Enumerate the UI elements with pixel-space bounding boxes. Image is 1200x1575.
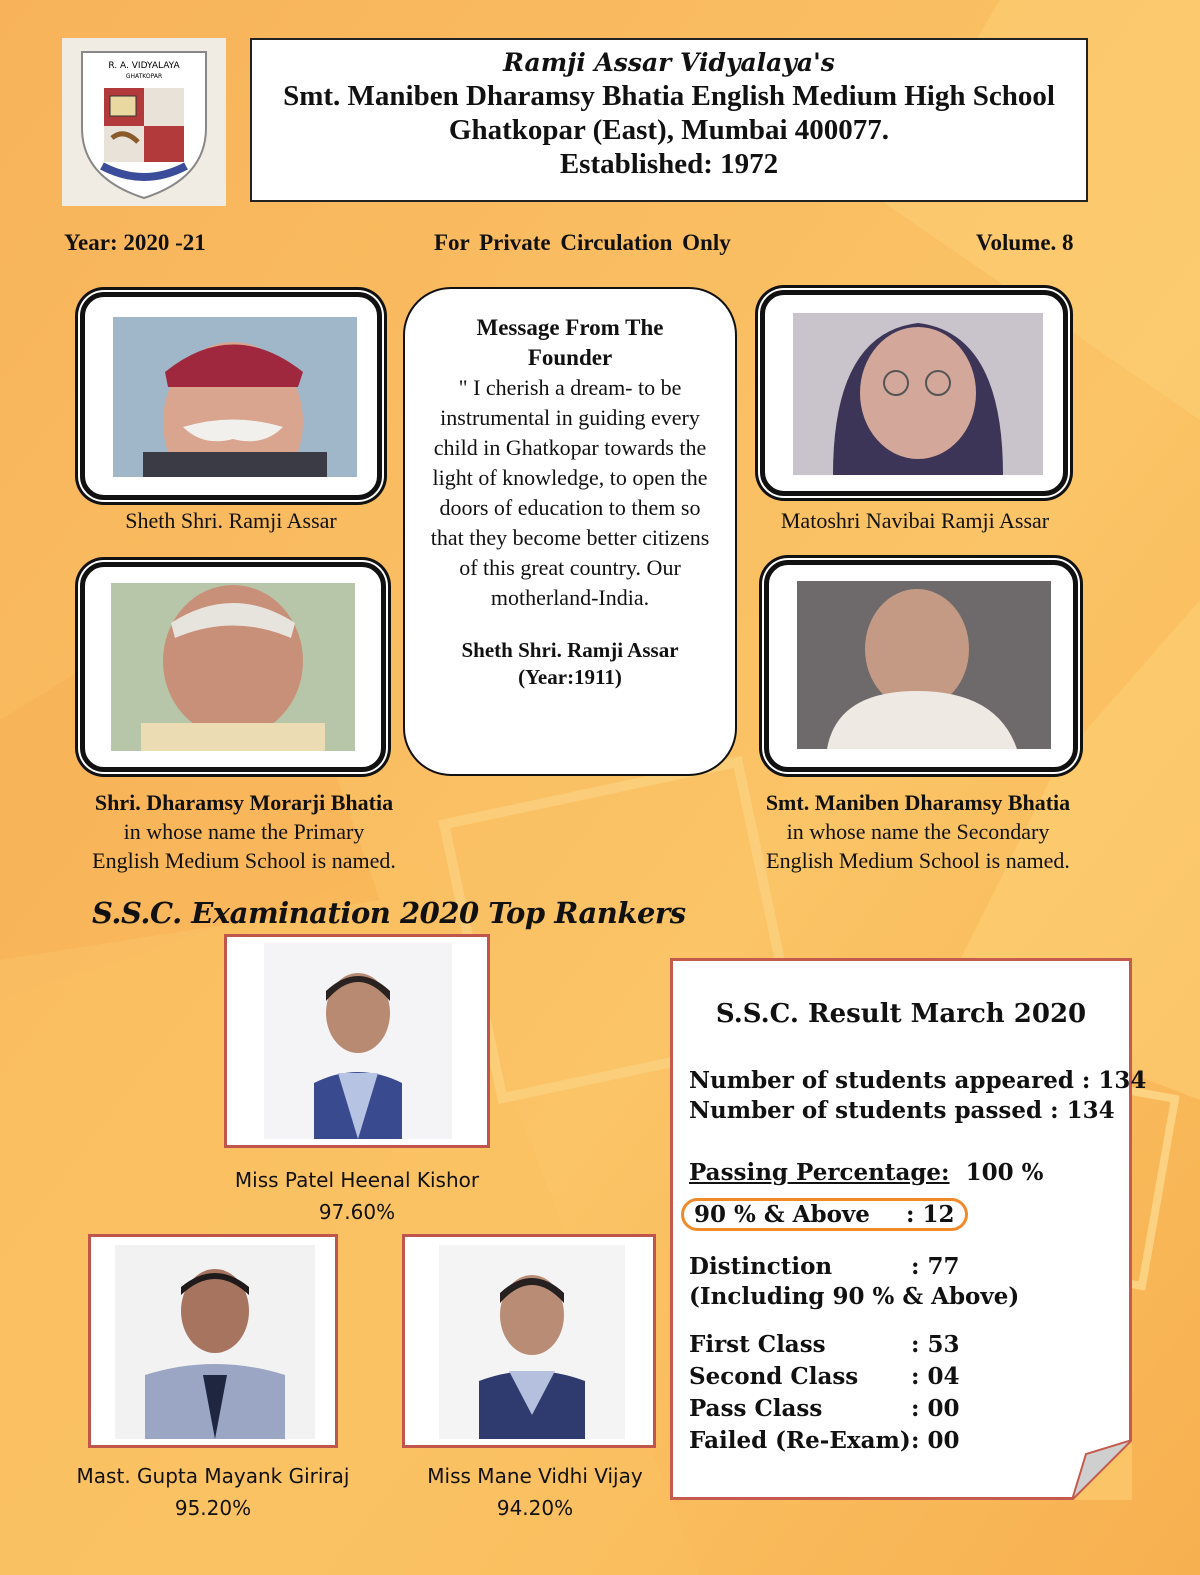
- page-curl-corner: [1072, 1440, 1132, 1500]
- portrait-navibai: [793, 313, 1043, 475]
- established-year: Established: 1972: [559, 148, 779, 180]
- ranker-1-caption: [200, 1164, 514, 1228]
- first-class-row: [689, 1331, 960, 1358]
- pass-class-label: Pass Class: [689, 1395, 823, 1422]
- failed-label: Failed (Re-Exam): [689, 1427, 911, 1454]
- students-appeared: Number of students appeared : 134: [689, 1067, 1147, 1094]
- logo-text-1: R. A. VIDYALAYA: [108, 61, 180, 71]
- ranker-photo-frame-3: [402, 1234, 656, 1448]
- distinction-value: : 77: [911, 1253, 960, 1280]
- school-title-box: [250, 38, 1088, 202]
- failed-row: [689, 1427, 960, 1454]
- ranker-1-score: 97.60%: [318, 1200, 396, 1224]
- ranker-photo-heenal: [264, 943, 452, 1139]
- distinction-note: (Including 90 % & Above): [689, 1283, 1020, 1310]
- rankers-title: S.S.C. Examination 2020 Top Rankers: [92, 896, 686, 930]
- ranker-3-caption: [380, 1460, 690, 1524]
- caption-maniben-bhatia: [730, 788, 1106, 875]
- passing-percentage-value: 100 %: [965, 1159, 1044, 1186]
- students-passed: Number of students passed : 134: [689, 1097, 1115, 1124]
- message-signature: [423, 637, 717, 691]
- above-90-label: 90 % & Above: [694, 1201, 870, 1228]
- caption-dharamsy-bhatia: [62, 788, 426, 875]
- ranker-2-score: 95.20%: [174, 1496, 252, 1520]
- distinction-label: Distinction: [689, 1253, 833, 1280]
- message-signature-name: Sheth Shri. Ramji Assar: [461, 638, 679, 662]
- failed-value: : 00: [911, 1427, 960, 1454]
- caption-maniben-line2: English Medium School is named.: [766, 848, 1070, 873]
- caption-dharamsy-line2: English Medium School is named.: [92, 848, 396, 873]
- ranker-2-name: Mast. Gupta Mayank Giriraj: [76, 1464, 350, 1488]
- circulation-label: For Private Circulation Only: [434, 230, 731, 255]
- caption-ramji-assar: Sheth Shri. Ramji Assar: [125, 508, 337, 533]
- message-heading-2: Founder: [527, 345, 613, 370]
- school-logo: [62, 38, 226, 206]
- portrait-ramji-assar: [113, 317, 357, 477]
- ranker-2-caption: [56, 1460, 370, 1524]
- ranker-photo-mayank: [115, 1245, 315, 1439]
- portrait-frame-maniben: [764, 560, 1078, 772]
- above-90-highlight: [681, 1198, 968, 1231]
- portrait-dharamsy-bhatia: [111, 583, 355, 751]
- result-title: S.S.C. Result March 2020: [715, 999, 1087, 1029]
- logo-text-2: GHATKOPAR: [125, 73, 163, 80]
- above-90-value: : 12: [906, 1201, 955, 1228]
- second-class-row: [689, 1363, 960, 1390]
- message-heading-1: Message From The: [476, 315, 664, 340]
- passing-percentage-row: [689, 1159, 1043, 1186]
- passing-percentage-label: Passing Percentage:: [689, 1159, 950, 1186]
- pass-class-value: : 00: [911, 1395, 960, 1422]
- ranker-photo-vidhi: [439, 1245, 625, 1439]
- message-body: " I cherish a dream- to be instrumental in guiding every child in Ghatkopar towards the light of knowledge, to open the doors of education to them so that they become better citizens of this great country. Our motherland-India.: [430, 375, 710, 610]
- year-label: Year: 2020 -21: [64, 230, 206, 255]
- ranker-1-name: Miss Patel Heenal Kishor: [234, 1168, 480, 1192]
- caption-dharamsy-name: Shri. Dharamsy Morarji Bhatia: [94, 790, 394, 815]
- ranker-photo-frame-1: [224, 934, 490, 1148]
- portrait-maniben-bhatia: [797, 581, 1051, 749]
- portrait-frame-navibai: [760, 290, 1068, 496]
- portrait-frame-ramji: [80, 292, 382, 500]
- first-class-value: : 53: [911, 1331, 960, 1358]
- caption-dharamsy-line1: in whose name the Primary: [123, 819, 365, 844]
- ranker-3-score: 94.20%: [496, 1496, 574, 1520]
- school-address: Ghatkopar (East), Mumbai 400077.: [448, 114, 890, 146]
- portrait-frame-dharamsy: [80, 562, 386, 772]
- caption-navibai: Matoshri Navibai Ramji Assar: [780, 508, 1050, 533]
- first-class-label: First Class: [689, 1331, 826, 1358]
- volume-label: Volume. 8: [976, 230, 1074, 255]
- school-name: Smt. Maniben Dharamsy Bhatia English Medium High School: [283, 80, 1055, 112]
- ranker-photo-frame-2: [88, 1234, 338, 1448]
- ranker-3-name: Miss Mane Vidhi Vijay: [427, 1464, 643, 1488]
- message-signature-year: (Year:1911): [518, 665, 622, 689]
- founder-message-card: [403, 287, 737, 776]
- ssc-result-card: [670, 958, 1147, 1500]
- above-90-row: [689, 1201, 968, 1228]
- second-class-value: : 04: [911, 1363, 960, 1390]
- pass-class-row: [689, 1395, 960, 1422]
- caption-maniben-name: Smt. Maniben Dharamsy Bhatia: [765, 790, 1071, 815]
- distinction-row: [689, 1253, 960, 1280]
- second-class-label: Second Class: [689, 1363, 859, 1390]
- trust-name: Ramji Assar Vidyalaya's: [503, 48, 835, 77]
- caption-maniben-line1: in whose name the Secondary: [786, 819, 1050, 844]
